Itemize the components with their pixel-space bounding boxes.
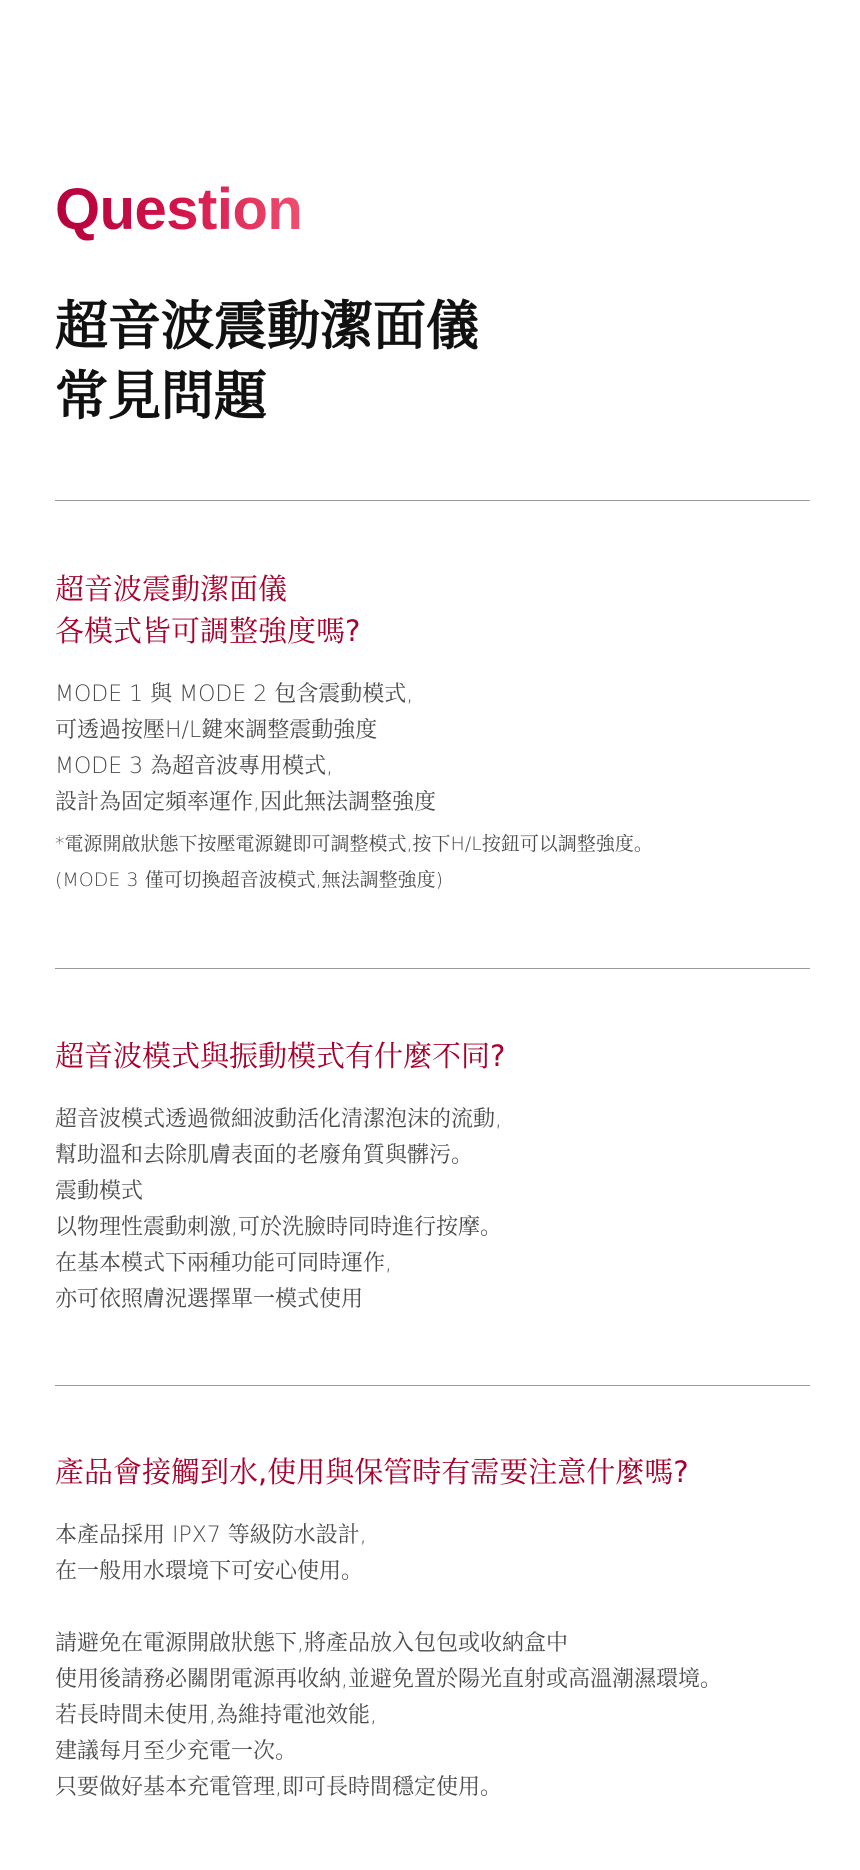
answer-line: 本產品採用 IPX7 等級防水設計, (55, 1523, 367, 1548)
answer-line: 設計為固定頻率運作,因此無法調整強度 (55, 790, 436, 815)
page-title (55, 292, 479, 432)
answer-line: 以物理性震動刺激,可於洗臉時同時進行按摩。 (55, 1215, 502, 1240)
faq-question-line: 產品會接觸到水,使用與保管時有需要注意什麼嗎? (55, 1455, 689, 1489)
answer-line: MODE 3 為超音波專用模式, (55, 754, 334, 779)
faq-question-line: 超音波震動潔面儀 (55, 572, 288, 606)
faq-answer-3 (55, 1518, 722, 1806)
faq-question-line: 各模式皆可調整強度嗎? (55, 614, 361, 648)
answer-spacer (55, 1590, 722, 1626)
answer-line: 超音波模式透過微細波動活化清潔泡沫的流動, (55, 1107, 502, 1132)
faq-question-line: 超音波模式與振動模式有什麼不同? (55, 1039, 506, 1073)
divider (55, 500, 810, 501)
answer-line: 請避免在電源開啟狀態下,將產品放入包包或收納盒中 (55, 1631, 568, 1656)
answer-line: 幫助溫和去除肌膚表面的老廢角質與髒污。 (55, 1143, 474, 1168)
answer-line: 震動模式 (55, 1179, 144, 1204)
faq-note-1 (55, 826, 653, 898)
answer-line: 使用後請務必關閉電源再收納,並避免置於陽光直射或高溫潮濕環境。 (55, 1667, 722, 1692)
divider (55, 1385, 810, 1386)
faq-question-1 (55, 568, 360, 652)
page-title-line: 超音波震動潔面儀 (55, 296, 479, 357)
page-title-line: 常見問題 (55, 366, 267, 427)
note-line: (MODE 3 僅可切換超音波模式,無法調整強度) (55, 869, 444, 891)
answer-line: 若長時間未使用,為維持電池效能, (55, 1703, 377, 1728)
note-line: *電源開啟狀態下按壓電源鍵即可調整模式,按下H/L按鈕可以調整強度。 (55, 833, 653, 855)
section-eyebrow: Question (55, 174, 302, 246)
answer-line: 只要做好基本充電管理,即可長時間穩定使用。 (55, 1775, 502, 1800)
answer-line: 在一般用水環境下可安心使用。 (55, 1559, 364, 1584)
answer-line: 在基本模式下兩種功能可同時運作, (55, 1251, 392, 1276)
answer-line: 可透過按壓H/L鍵來調整震動強度 (55, 718, 378, 743)
faq-answer-2 (55, 1102, 502, 1318)
faq-answer-1 (55, 677, 436, 821)
divider (55, 968, 810, 969)
answer-line: 建議每月至少充電一次。 (55, 1739, 298, 1764)
faq-question-3 (55, 1451, 689, 1493)
faq-question-2 (55, 1035, 505, 1077)
answer-line: 亦可依照膚況選擇單一模式使用 (55, 1287, 364, 1312)
answer-line: MODE 1 與 MODE 2 包含震動模式, (55, 682, 414, 707)
